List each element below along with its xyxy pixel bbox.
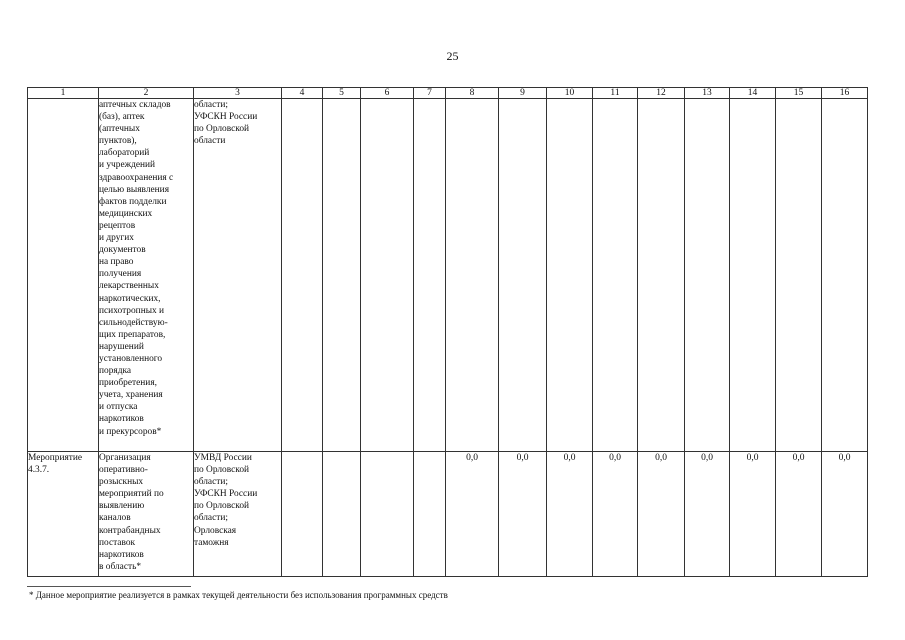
value-cell	[822, 99, 868, 452]
footnote-divider	[27, 586, 191, 587]
activity-cell	[28, 99, 99, 452]
column-header: 3	[194, 88, 282, 99]
column-header: 9	[499, 88, 547, 99]
table-row	[28, 452, 868, 577]
column-header: 4	[282, 88, 323, 99]
page-number: 25	[446, 49, 459, 63]
value-cell	[361, 452, 414, 577]
executors-text: УМВД России по Орловской области; УФСКН России по Орловской области; Орловская таможня	[194, 453, 258, 548]
column-header: 2	[99, 88, 194, 99]
description-cell	[99, 99, 194, 452]
column-header: 13	[685, 88, 730, 99]
value-cell	[323, 452, 361, 577]
column-header: 15	[776, 88, 822, 99]
column-header: 16	[822, 88, 868, 99]
value-cell	[323, 99, 361, 452]
description-cell	[99, 452, 194, 577]
column-header: 5	[323, 88, 361, 99]
executors-cell	[194, 99, 282, 452]
description-text: аптечных складов (баз), аптек (аптечных пунктов), лабораторий и учреждений здравоохранения с целью выявления фактов подделки медицинских рецептов и других документов на право получения лекарственных наркотических, психотропных и сильнодействую- щих препаратов, нарушений установленного порядка приобретения, учета, хранения и отпуска наркотиков и прекурсоров*	[99, 100, 174, 437]
value-cell: 0,0	[822, 452, 868, 577]
program-activities-table	[27, 87, 868, 577]
table-row	[28, 99, 868, 452]
value-cell	[638, 99, 685, 452]
value-cell	[414, 452, 446, 577]
value-cell: 0,0	[446, 452, 499, 577]
column-header: 7	[414, 88, 446, 99]
value-cell: 0,0	[730, 452, 776, 577]
column-header: 1	[28, 88, 99, 99]
activity-cell	[28, 452, 99, 577]
value-cell	[685, 99, 730, 452]
column-header: 6	[361, 88, 414, 99]
value-cell	[414, 99, 446, 452]
description-text: Организация оперативно- розыскных мероприятий по выявлению каналов контрабандных поставок наркотиков в область*	[99, 453, 164, 572]
value-cell	[730, 99, 776, 452]
column-header: 12	[638, 88, 685, 99]
value-cell	[361, 99, 414, 452]
value-cell: 0,0	[547, 452, 593, 577]
value-cell: 0,0	[593, 452, 638, 577]
value-cell: 0,0	[685, 452, 730, 577]
value-cell	[499, 99, 547, 452]
value-cell: 0,0	[638, 452, 685, 577]
column-header: 10	[547, 88, 593, 99]
column-header: 11	[593, 88, 638, 99]
activity-text: Мероприятие 4.3.7.	[28, 453, 83, 476]
value-cell	[282, 99, 323, 452]
value-cell	[593, 99, 638, 452]
value-cell	[547, 99, 593, 452]
value-cell	[446, 99, 499, 452]
value-cell: 0,0	[776, 452, 822, 577]
executors-cell	[194, 452, 282, 577]
column-header: 14	[730, 88, 776, 99]
value-cell: 0,0	[499, 452, 547, 577]
value-cell	[282, 452, 323, 577]
column-header: 8	[446, 88, 499, 99]
footnote: * Данное мероприятие реализуется в рамках текущей деятельности без использования программных средств	[29, 590, 448, 600]
executors-text: области; УФСКН России по Орловской области	[194, 100, 258, 147]
value-cell	[776, 99, 822, 452]
column-number-header-row	[28, 88, 868, 99]
